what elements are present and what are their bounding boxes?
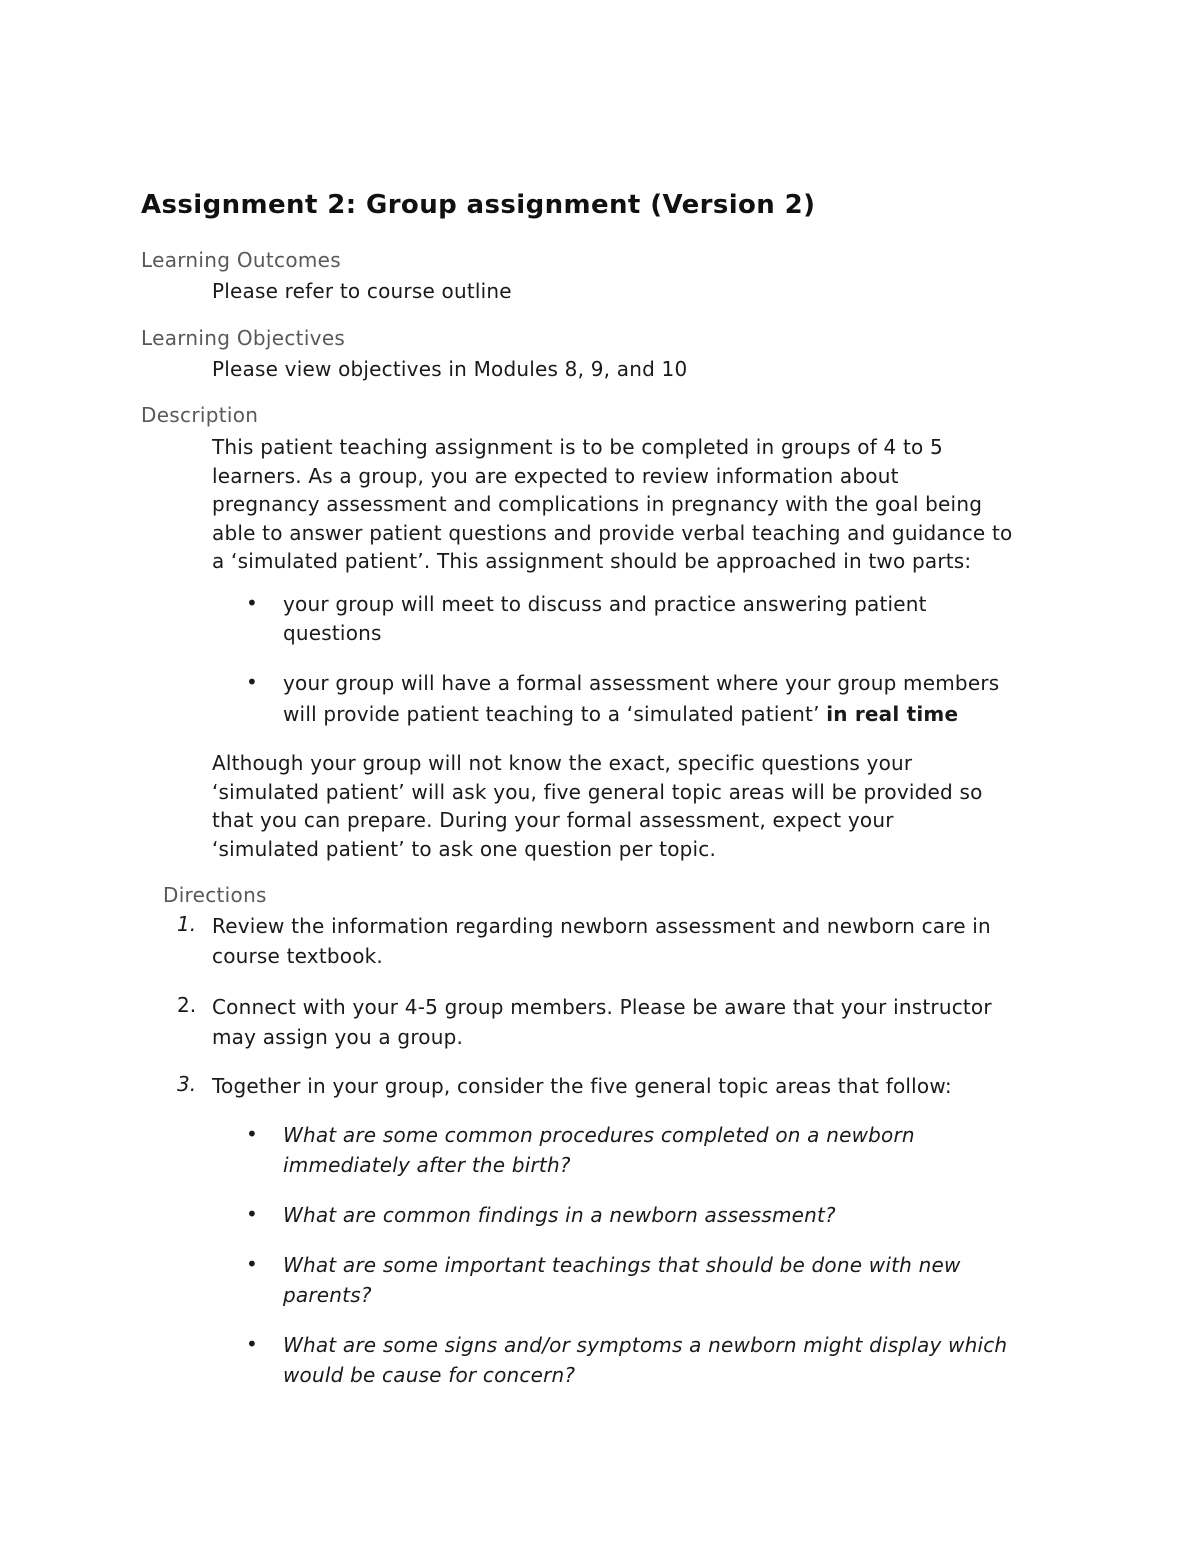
- bullet-icon: •: [246, 1122, 258, 1146]
- topic-question: [283, 1331, 1007, 1389]
- description-line: a ‘simulated patient’. This assignment should be approached in two parts:: [212, 549, 972, 573]
- topic-question: [283, 1121, 915, 1179]
- directions-item-line: Connect with your 4-5 group members. Please be aware that your instructor: [212, 995, 992, 1019]
- page-title: Assignment 2: Group assignment (Version 2): [141, 190, 816, 220]
- topic-question-line: What are some important teachings that should be done with new: [283, 1253, 961, 1277]
- bullet-icon: •: [246, 1332, 258, 1356]
- closing-line: ‘simulated patient’ will ask you, five general topic areas will be provided so: [212, 779, 983, 804]
- closing-line: Although your group will not know the exact, specific questions your: [212, 751, 913, 775]
- directions-item-line: Together in your group, consider the five general topic areas that follow:: [212, 1074, 952, 1098]
- closing-line: that you can prepare. During your formal assessment, expect your: [212, 808, 894, 832]
- learning-outcomes-text: Please refer to course outline: [212, 279, 512, 303]
- learning-objectives-heading: Learning Objectives: [141, 326, 346, 350]
- bullet-line-text: will provide patient teaching to a ‘simulated patient’: [283, 701, 827, 726]
- directions-item: [212, 912, 991, 970]
- topic-question-line: What are some signs and/or symptoms a newborn might display which: [283, 1333, 1008, 1357]
- description-line: learners. As a group, you are expected to review information about: [212, 463, 899, 488]
- bullet-line: [283, 700, 999, 729]
- topic-question-line: would be cause for concern?: [283, 1362, 576, 1387]
- topic-question-line: What are common findings in a newborn assessment?: [283, 1203, 836, 1227]
- description-bullet-item: [283, 669, 999, 728]
- description-line: able to answer patient questions and provide verbal teaching and guidance to: [212, 520, 1013, 545]
- bullet-line: questions: [283, 620, 382, 645]
- bullet-icon: •: [246, 591, 258, 615]
- topic-question: [283, 1251, 961, 1309]
- bullet-icon: •: [246, 1202, 258, 1226]
- directions-item: [212, 1072, 952, 1101]
- description-line: pregnancy assessment and complications in pregnancy with the goal being: [212, 492, 983, 516]
- topic-question-line: immediately after the birth?: [283, 1152, 571, 1177]
- description-closing-paragraph: [212, 749, 983, 863]
- directions-item-number: 3.: [177, 1072, 197, 1096]
- emphasis-in-real-time: in real time: [826, 701, 959, 726]
- topic-question-line: What are some common procedures completed on a newborn: [283, 1123, 915, 1147]
- description-bullet-item: [283, 590, 927, 647]
- learning-objectives-text: Please view objectives in Modules 8, 9, and 10: [212, 357, 688, 381]
- directions-item: [212, 993, 992, 1051]
- bullet-line: your group will meet to discuss and practice answering patient: [283, 592, 927, 616]
- bullet-line: your group will have a formal assessment where your group members: [283, 671, 1000, 695]
- description-heading: Description: [141, 403, 259, 427]
- topic-question: [283, 1201, 836, 1230]
- directions-item-line: course textbook.: [212, 943, 383, 968]
- learning-outcomes-heading: Learning Outcomes: [141, 248, 341, 272]
- directions-heading: Directions: [163, 883, 267, 907]
- topic-question-line: parents?: [283, 1282, 372, 1307]
- bullet-icon: •: [246, 670, 258, 694]
- directions-item-line: Review the information regarding newborn assessment and newborn care in: [212, 914, 991, 938]
- directions-item-number: 2.: [177, 993, 197, 1017]
- bullet-icon: •: [246, 1252, 258, 1276]
- description-line: This patient teaching assignment is to be completed in groups of 4 to 5: [212, 435, 943, 459]
- closing-line: ‘simulated patient’ to ask one question per topic.: [212, 836, 717, 861]
- directions-item-line: may assign you a group.: [212, 1024, 464, 1049]
- description-paragraph: [212, 433, 1012, 576]
- directions-item-number: 1.: [177, 912, 197, 936]
